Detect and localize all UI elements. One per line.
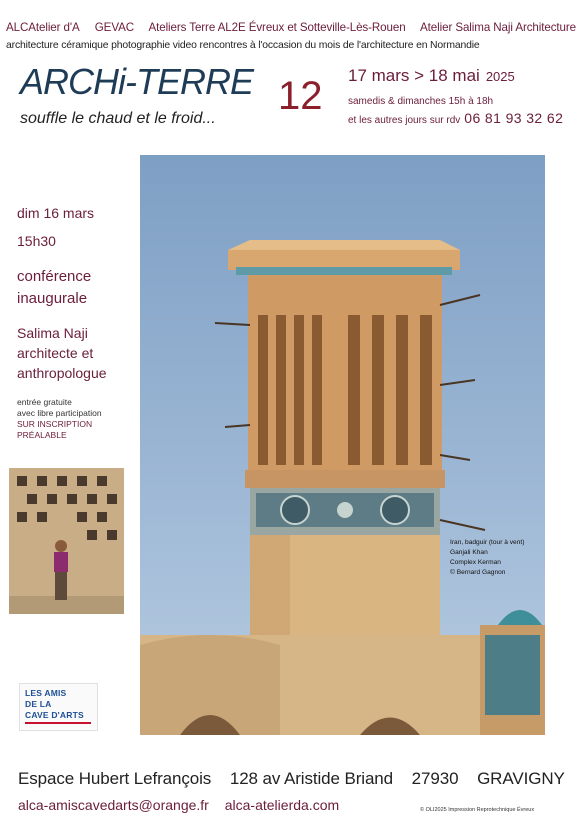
event-title: ARCHi-TERRE [20, 61, 254, 102]
city: GRAVIGNY [477, 769, 565, 788]
venue-name: Espace Hubert Lefrançois [18, 769, 212, 788]
admission-note: entrée gratuite [17, 397, 72, 407]
speaker-role: architecte et [17, 345, 94, 361]
registration-note: PRÉALABLE [17, 430, 67, 440]
credit-line: Iran, badguir (tour à vent) [450, 539, 525, 546]
organizer: ALCAtelier d'A [6, 21, 80, 34]
organizer: Ateliers Terre AL2E Évreux et Sotteville-Lès-Rouen [148, 21, 406, 34]
date-range: 17 mars > 18 mai [348, 66, 480, 85]
speaker-name: Salima Naji [17, 325, 88, 341]
event-dates [348, 66, 515, 86]
credit-line: Ganjali Khan [450, 549, 488, 556]
cave-darts-logo [19, 683, 98, 731]
credit-line: © Bernard Gagnon [450, 569, 506, 576]
event-tagline: souffle le chaud et le froid... [20, 110, 216, 127]
wind-tower-illustration [140, 155, 545, 735]
print-credit: © OLI2025 Impression Reprotechnique Évreux [420, 807, 535, 813]
conference-day: dim 16 mars [17, 205, 95, 221]
conference-label: conférence [17, 268, 92, 285]
logo-line: CAVE D'ARTS [25, 710, 84, 720]
postal-code: 27930 [411, 769, 459, 788]
organizers-line [6, 21, 582, 34]
phone-number: 06 81 93 32 62 [464, 110, 564, 126]
event-subtitle: architecture céramique photographie video rencontres à l'occasion du mois de l'architecture en Normandie [6, 40, 480, 51]
credit-line: Complex Kerman [450, 559, 501, 566]
wind-tower-photo [140, 155, 545, 735]
registration-note: SUR INSCRIPTION [17, 419, 93, 429]
appointment-text: et les autres jours sur rdv [348, 115, 461, 126]
contact-line [18, 797, 351, 813]
organizer: GEVAC [94, 21, 134, 34]
opening-hours: samedis & dimanches 15h à 18h [348, 96, 494, 107]
photo-credit [450, 538, 524, 578]
speaker-role: anthropologue [17, 365, 107, 381]
date-year: 2025 [485, 69, 515, 84]
logo-underline [25, 722, 91, 724]
email-link[interactable]: alca-amiscavedarts@orange.fr [18, 797, 209, 813]
organizer: Atelier Salima Naji Architecture [420, 21, 577, 34]
website-link[interactable]: alca-atelierda.com [224, 797, 340, 813]
logo-line: DE LA [25, 699, 52, 709]
admission-note: avec libre participation [17, 408, 102, 418]
speaker-photo-illustration [9, 468, 124, 614]
appointment-line [348, 110, 563, 126]
venue-address [18, 769, 565, 789]
street-address: 128 av Aristide Briand [229, 769, 394, 788]
conference-label: inaugurale [17, 290, 88, 307]
edition-number: 12 [278, 74, 323, 118]
logo-line: LES AMIS [25, 688, 67, 698]
speaker-photo [9, 468, 124, 614]
conference-time: 15h30 [17, 233, 56, 249]
